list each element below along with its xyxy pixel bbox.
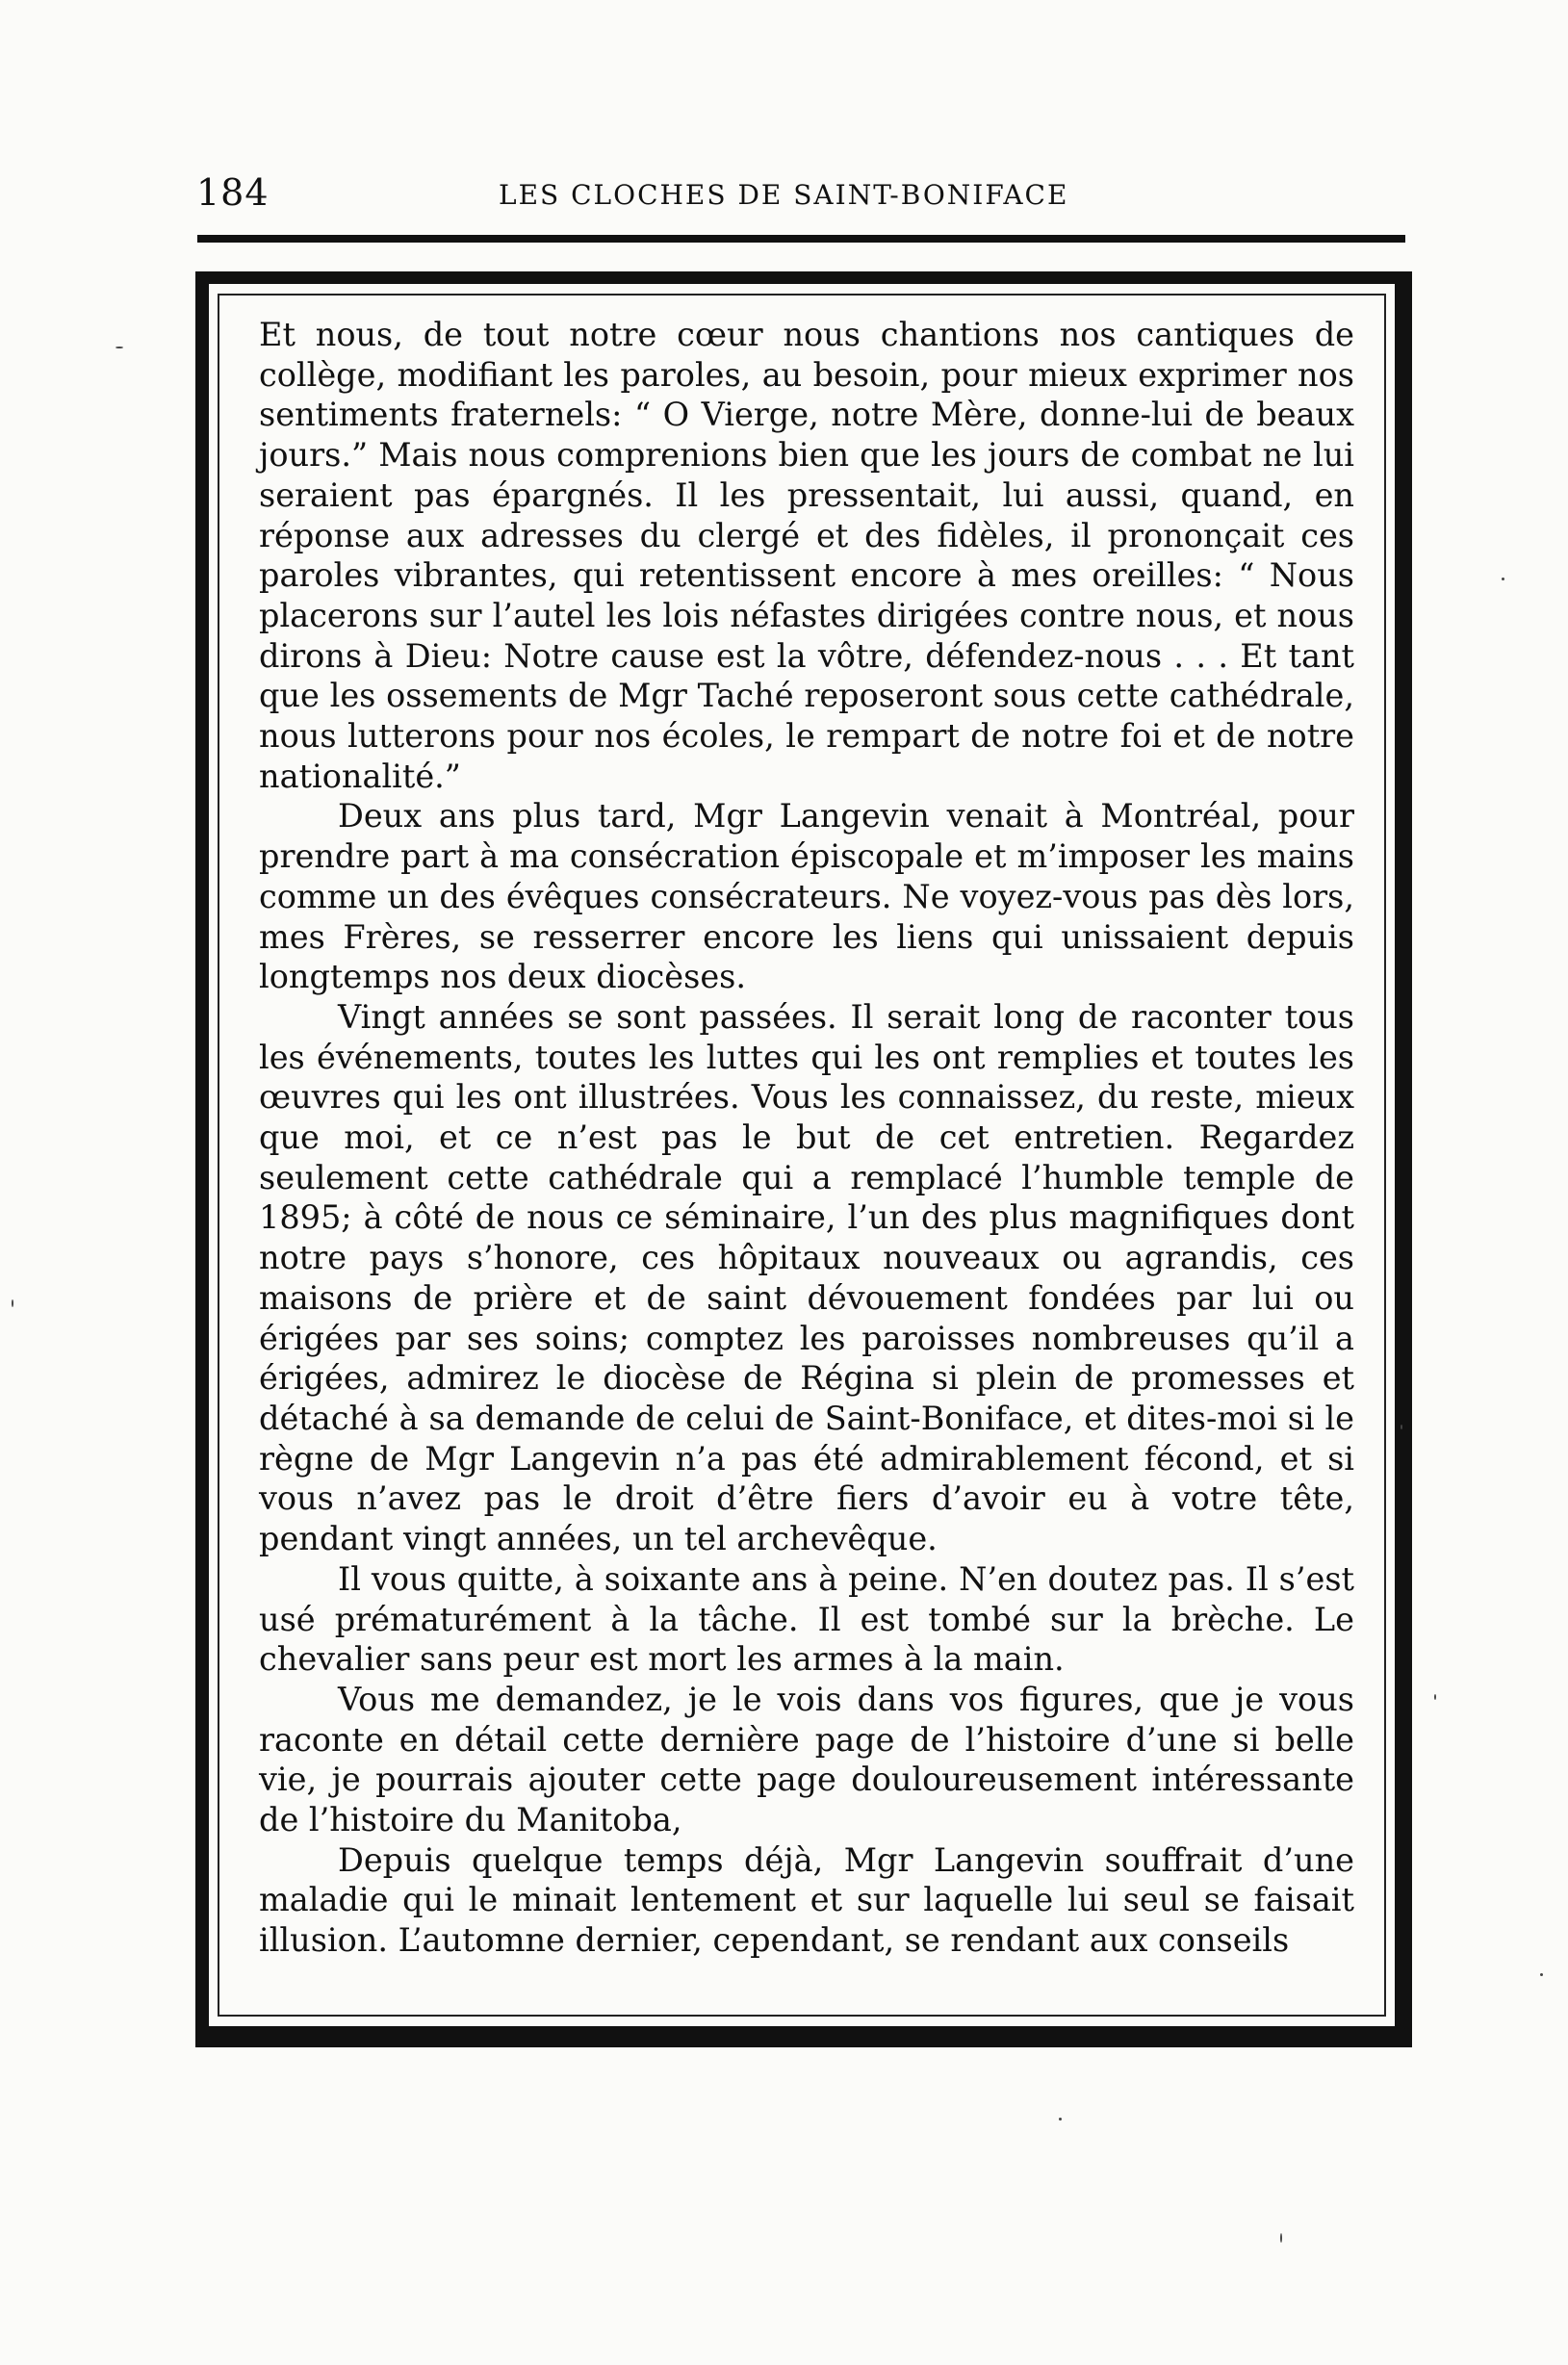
page-number: 184 [196,171,270,214]
paragraph-2: Deux ans plus tard, Mgr Langevin venait à Montréal, pour prendre part à ma consécration épiscopale et m’imposer les mains comme un des évêques consécrateurs. Ne voyez-vous pas dès lors, mes Frères, se resserrer encore les liens qui unissaient depuis longtemps nos deux diocèses. [259,797,1354,996]
scan-speck [12,1299,13,1307]
running-title: LES CLOCHES DE SAINT-BONIFACE [499,179,1069,211]
header-rule [197,235,1405,243]
paragraph-6: Depuis quelque temps déjà, Mgr Langevin souffrait d’une maladie qui le minait lentement et sur laquelle lui seul se faisait illusion. L’automne dernier, cependant, se rendant aux conseils [259,1840,1354,1960]
mourning-border-frame [195,271,1412,2047]
scan-speck [116,347,123,348]
body-text [259,315,1354,1961]
scan-speck [1280,2233,1282,2243]
page-header [193,171,1405,229]
scan-speck [1434,1694,1436,1700]
paragraph-1: Et nous, de tout notre cœur nous chantions nos cantiques de collège, modifiant les paroles, au besoin, pour mieux exprimer nos sentiments fraternels: “ O Vierge, notre Mère, donne-lui de beaux jours.” Mais nous comprenions bien que les jours de combat ne lui seraient pas épargnés. Il les pressentait, lui aussi, quand, en réponse aux adresses du clergé et des fidèles, il prononçait ces paroles vibrantes, qui retentissent encore à mes oreilles: “ Nous placerons sur l’autel les lois néfastes dirigées contre nous, et nous dirons à Dieu: Notre cause est la vôtre, défendez-nous . . . Et tant que les ossements de Mgr Taché reposeront sous cette cathédrale, nous lutterons pour nos écoles, le rempart de notre foi et de notre nationalité.” [259,316,1354,795]
paragraph-5: Vous me demandez, je le vois dans vos figures, que je vous raconte en détail cette dernière page de l’histoire d’une si belle vie, je pourrais ajouter cette page douloureusement intéressante de l’histoire du Manitoba, [259,1680,1354,1839]
scan-speck [1401,1425,1402,1429]
paragraph-4: Il vous quitte, à soixante ans à peine. N’en doutez pas. Il s’est usé prématurément à la tâche. Il est tombé sur la brèche. Le chevalier sans peur est mort les armes à la main. [259,1559,1354,1679]
scan-speck [1540,1973,1543,1976]
paragraph-3: Vingt années se sont passées. Il serait long de raconter tous les événements, toutes les luttes qui les ont remplies et toutes les œuvres qui les ont illustrées. Vous les connaissez, du reste, mieux que moi, et ce n’est pas le but de cet entretien. Regardez seulement cette cathédrale qui a remplacé l’humble temple de 1895; à côté de nous ce séminaire, l’un des plus magnifiques dont notre pays s’honore, ces hôpitaux nouveaux ou agrandis, ces maisons de prière et de saint dévouement fondées par lui ou érigées par ses soins; comptez les paroisses nombreuses qu’il a érigées, admirez le diocèse de Régina si plein de promesses et détaché à sa demande de celui de Saint-Boniface, et dites-moi si le règne de Mgr Langevin n’a pas été admirablement fécond, et si vous n’avez pas le droit d’être fiers d’avoir eu à votre tête, pendant vingt années, un tel archevêque. [259,997,1354,1558]
scan-speck [1059,2118,1062,2121]
scan-speck [1502,578,1504,580]
